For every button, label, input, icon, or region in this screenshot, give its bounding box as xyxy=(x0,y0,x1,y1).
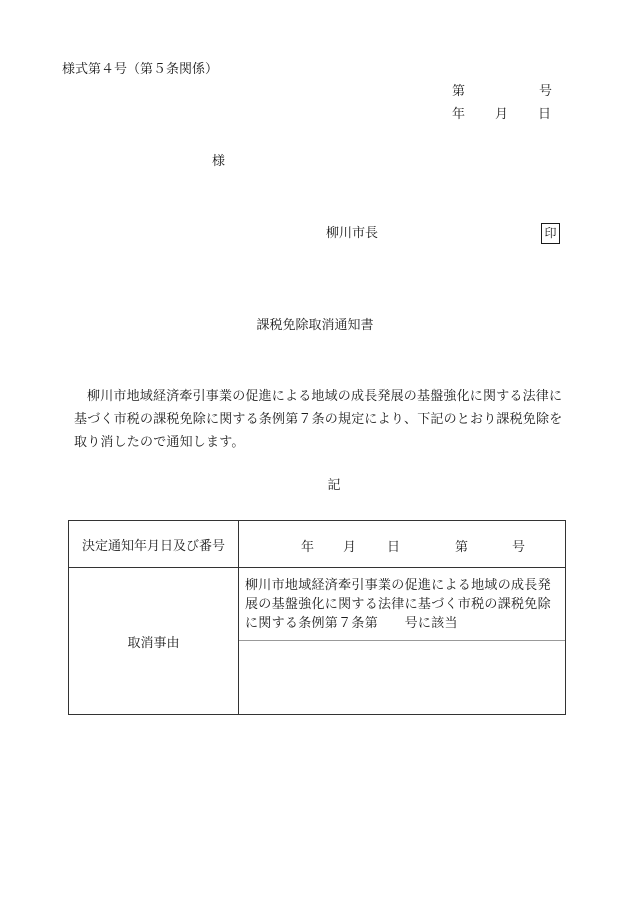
number-prefix: 第 xyxy=(452,84,466,99)
body-paragraph: 柳川市地域経済牽引事業の促進による地域の成長発展の基盤強化に関する法律に基づく市税の課税免除に関する条例第７条の規定により、下記のとおり課税免除を取り消したので通知します。 xyxy=(74,389,563,450)
decision-date-cell xyxy=(239,521,566,568)
reason-cell xyxy=(239,568,566,715)
date-month: 月 xyxy=(495,107,509,122)
decision-no-suffix: 号 xyxy=(512,540,526,555)
decision-month: 月 xyxy=(343,540,357,555)
reason-label: 取消事由 xyxy=(69,568,239,715)
form-number-label: 様式第４号（第５条関係） xyxy=(62,62,219,77)
recipient-honorific: 様 xyxy=(212,154,226,169)
date-day: 日 xyxy=(538,107,552,122)
decision-row xyxy=(69,521,566,568)
document-title: 課税免除取消通知書 xyxy=(256,318,374,333)
document-number-line xyxy=(452,84,552,100)
details-table xyxy=(68,520,566,715)
seal-mark: 印 xyxy=(541,223,560,244)
number-suffix: 号 xyxy=(538,84,552,99)
issuer-title: 柳川市長 xyxy=(326,226,379,241)
reason-row xyxy=(69,568,566,715)
decision-no-prefix: 第 xyxy=(455,540,469,555)
ki-heading: 記 xyxy=(327,478,341,493)
reason-text: 柳川市地域経済牽引事業の促進による地域の成長発展の基盤強化に関する法律に基づく市税の課税免除に関する条例第７条第 号に該当 xyxy=(239,568,565,641)
decision-label: 決定通知年月日及び番号 xyxy=(69,521,239,568)
decision-year: 年 xyxy=(301,540,315,555)
date-year: 年 xyxy=(452,107,466,122)
decision-day: 日 xyxy=(387,540,401,555)
